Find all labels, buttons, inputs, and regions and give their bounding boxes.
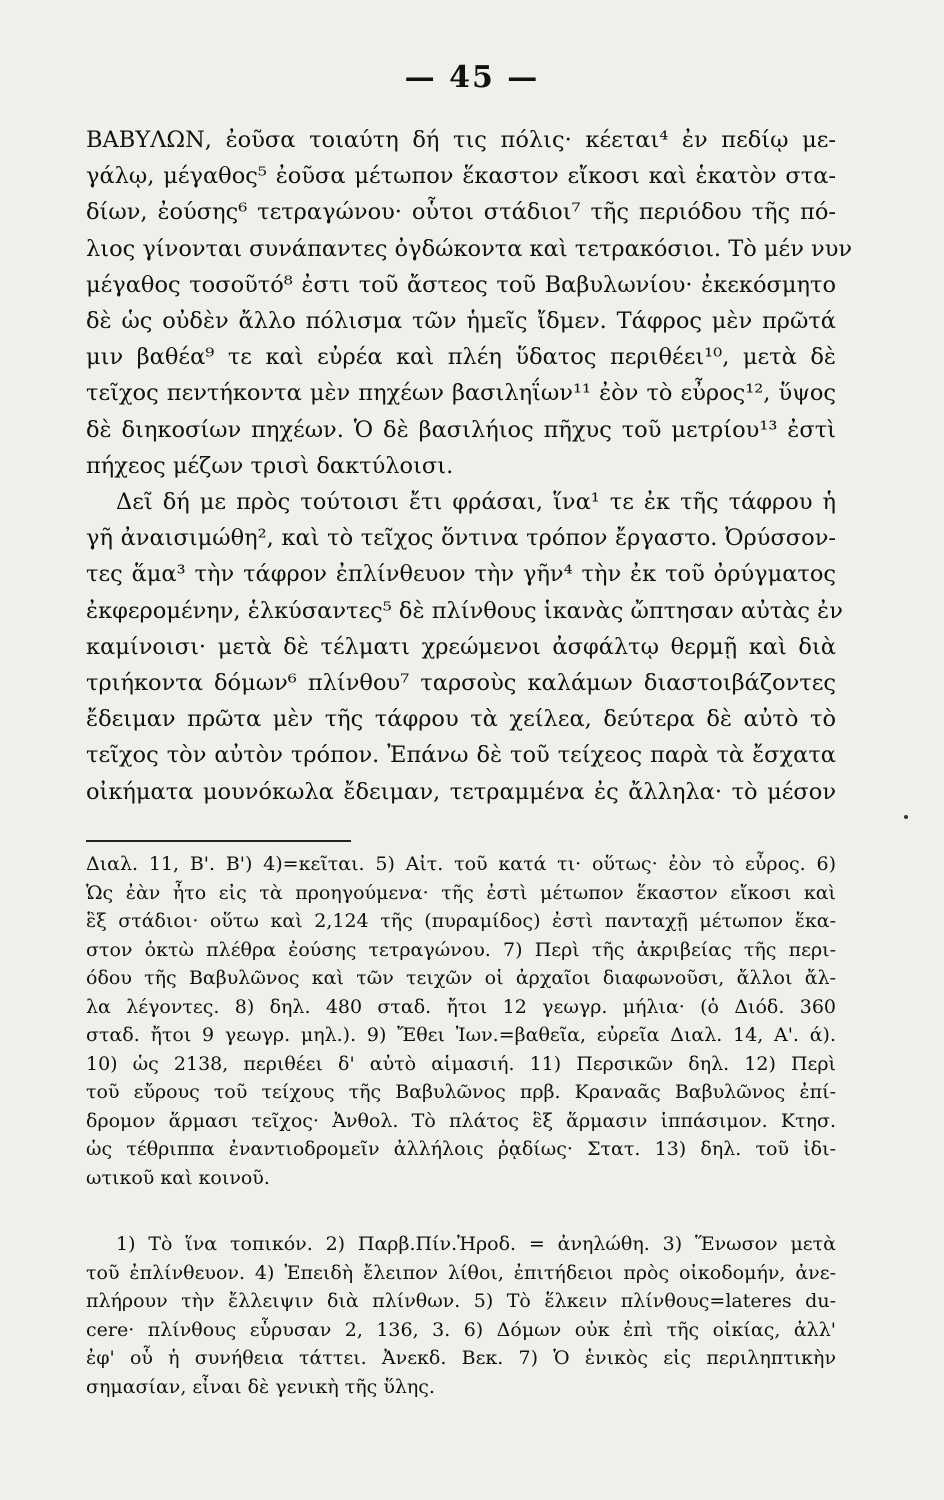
text-line: οἰκήματα μουνόκωλα ἔδειμαν, τετραμμένα ἐς ἄλληλα· τὸ μέσον: [86, 778, 836, 805]
text-line: λιος γίνονται συνάπαντες ὀγδώκοντα καὶ τετρακόσιοι. Τὸ μέν νυν: [86, 235, 853, 262]
text-line: ΒΑΒΥΛΩΝ, ἐοῦσα τοιαύτη δή τις πόλις· κέεται⁴ ἐν πεδίῳ με-: [86, 127, 836, 153]
text-line: ἐκφερομένην, ἑλκύσαντες⁵ δὲ πλίνθους ἱκανὰς ὤπτησαν αὐτὰς ἐν: [86, 597, 843, 624]
print-speck: [904, 815, 908, 819]
footnote-line: ωτικοῦ καὶ κοινοῦ.: [86, 1166, 270, 1189]
paragraph-2: [86, 484, 843, 810]
footnote-rule: [86, 840, 351, 842]
text-line: ἔδειμαν πρῶτα μὲν τῆς τάφρου τὰ χείλεα, δεύτερα δὲ αὐτὸ τὸ: [86, 706, 836, 733]
footnote-line: ὡς τέθριππα ἐναντιοδρομεῖν ἀλλήλοις ῥᾳδίως· Στατ. 13) δηλ. τοῦ ἰδι-: [86, 1138, 836, 1160]
text-line: τες ἅμα³ τὴν τάφρον ἐπλίνθευον τὴν γῆν⁴ τὴν ἐκ τοῦ ὀρύγματος: [86, 561, 836, 588]
paragraph-1: [86, 122, 853, 484]
footnote-line: ἐφ' οὗ ἡ συνήθεια τάττει. Ἀνεκδ. Βεκ. 7) Ὁ ἑνικὸς εἰς περιληπτικὴν: [86, 1347, 836, 1369]
text-line: δὲ διηκοσίων πηχέων. Ὁ δὲ βασιλήιος πῆχυς τοῦ μετρίου¹³ ἐστὶ: [86, 416, 836, 443]
text-line: τεῖχος τὸν αὐτὸν τρόπον. Ἐπάνω δὲ τοῦ τείχεος παρὰ τὰ ἔσχατα: [86, 742, 836, 769]
footnote-line: Διαλ. 11, Β'. Β') 4)=κεῖται. 5) Αἰτ. τοῦ κατά τι· οὕτως· ἐὸν τὸ εὖρος. 6): [86, 853, 836, 875]
footnote-line: cere· πλίνθους εὗρυσαν 2, 136, 3. 6) Δόμων οὐκ ἐπὶ τῆς οἰκίας, ἀλλ': [86, 1318, 836, 1341]
text-line: τριήκοντα δόμων⁶ πλίνθου⁷ ταρσοὺς καλάμων διαστοιβάζοντες: [86, 670, 836, 697]
footnote-line: 10) ὡς 2138, περιθέει δ' αὐτὸ αἱμασιή. 11) Περσικῶν δηλ. 12) Περὶ: [86, 1052, 836, 1075]
footnote-line: τοῦ εὔρους τοῦ τείχους τῆς Βαβυλῶνος πρβ. Κραναᾶς Βαβυλῶνος ἐπί-: [86, 1081, 836, 1103]
text-line: Δεῖ δή με πρὸς τούτοισι ἔτι φράσαι, ἵνα¹ τε ἐκ τῆς τάφρου ἡ: [116, 489, 836, 516]
text-line: πήχεος μέζων τρισὶ δακτύλοισι.: [86, 452, 454, 479]
footnote-line: 1) Τὸ ἵνα τοπικόν. 2) Παρβ.Πίν.Ἡροδ. = ἀνηλώθη. 3) Ἕνωσον μετὰ: [116, 1233, 836, 1255]
footnote-line: σημασίαν, εἶναι δὲ γενικὴ τῆς ὕλης.: [86, 1375, 435, 1398]
footnote-line: ἓξ στάδιοι· οὕτω καὶ 2,124 τῆς (πυραμίδος) ἐστὶ πανταχῇ μέτωπον ἕκα-: [86, 910, 836, 932]
text-line: καμίνοισι· μετὰ δὲ τέλματι χρεώμενοι ἀσφάλτῳ θερμῇ καὶ διὰ: [86, 633, 836, 660]
text-line: τεῖχος πεντήκοντα μὲν πηχέων βασιληΐων¹¹ ἐὸν τὸ εὖρος¹², ὕψος: [86, 380, 836, 407]
footnote-line: δρομον ἅρμασι τεῖχος· Ἀνθολ. Τὸ πλάτος ἓξ ἅρμασιν ἱππάσιμον. Κτησ.: [86, 1109, 836, 1132]
page-number: — 45 —: [404, 60, 540, 95]
footnote-line: όδου τῆς Βαβυλῶνος καὶ τῶν τειχῶν οἱ ἀρχαῖοι διαφωνοῦσι, ἄλλοι ἄλ-: [86, 967, 836, 989]
text-line: γάλῳ, μέγαθος⁵ ἐοῦσα μέτωπον ἕκαστον εἴκοσι καὶ ἑκατὸν στα-: [86, 163, 836, 190]
footnote-line: πλήρουν τὴν ἔλλειψιν διὰ πλίνθων. 5) Τὸ ἕλκειν πλίνθους=lateres du-: [86, 1290, 836, 1312]
footnotes-first-paragraph: [86, 850, 836, 1192]
text-line: μέγαθος τοσοῦτό⁸ ἐστι τοῦ ἄστεος τοῦ Βαβυλωνίου· ἐκεκόσμητο: [86, 271, 836, 298]
text-line: γῆ ἀναισιμώθη², καὶ τὸ τεῖχος ὅντινα τρόπον ἔργαστο. Ὀρύσσον-: [86, 525, 836, 552]
footnote-line: λα λέγοντες. 8) δηλ. 480 σταδ. ἤτοι 12 γεωγρ. μήλια· (ὁ Διόδ. 360: [86, 995, 836, 1018]
text-line: δὲ ὡς οὐδὲν ἄλλο πόλισμα τῶν ἡμεῖς ἴδμεν. Τάφρος μὲν πρῶτά: [86, 308, 836, 335]
footnotes-second-paragraph: [86, 1230, 836, 1401]
footnote-line: σταδ. ἤτοι 9 γεωγρ. μηλ.). 9) Ἔθει Ἰων.=βαθεῖα, εὐρεῖα Διαλ. 14, Α'. ά).: [86, 1024, 836, 1046]
footnote-line: Ὡς ἐὰν ἦτο εἰς τὰ προηγούμενα· τῆς ἐστὶ μέτωπον ἕκαστον εἴκοσι καὶ: [86, 881, 836, 904]
text-line: μιν βαθέα⁹ τε καὶ εὐρέα καὶ πλέη ὕδατος περιθέει¹⁰, μετὰ δὲ: [86, 344, 836, 371]
text-line: δίων, ἐούσης⁶ τετραγώνου· οὗτοι στάδιοι⁷ τῆς περιόδου τῆς πό-: [86, 199, 836, 226]
main-text: [86, 122, 853, 810]
footnote-line: στον ὀκτὼ πλέθρα ἐούσης τετραγώνου. 7) Περὶ τῆς ἀκριβείας τῆς περι-: [86, 938, 836, 961]
footnote-line: τοῦ ἐπλίνθευον. 4) Ἐπειδὴ ἔλειπον λίθοι, ἐπιτήδειοι πρὸς οἰκοδομήν, ἀνε-: [86, 1261, 836, 1284]
